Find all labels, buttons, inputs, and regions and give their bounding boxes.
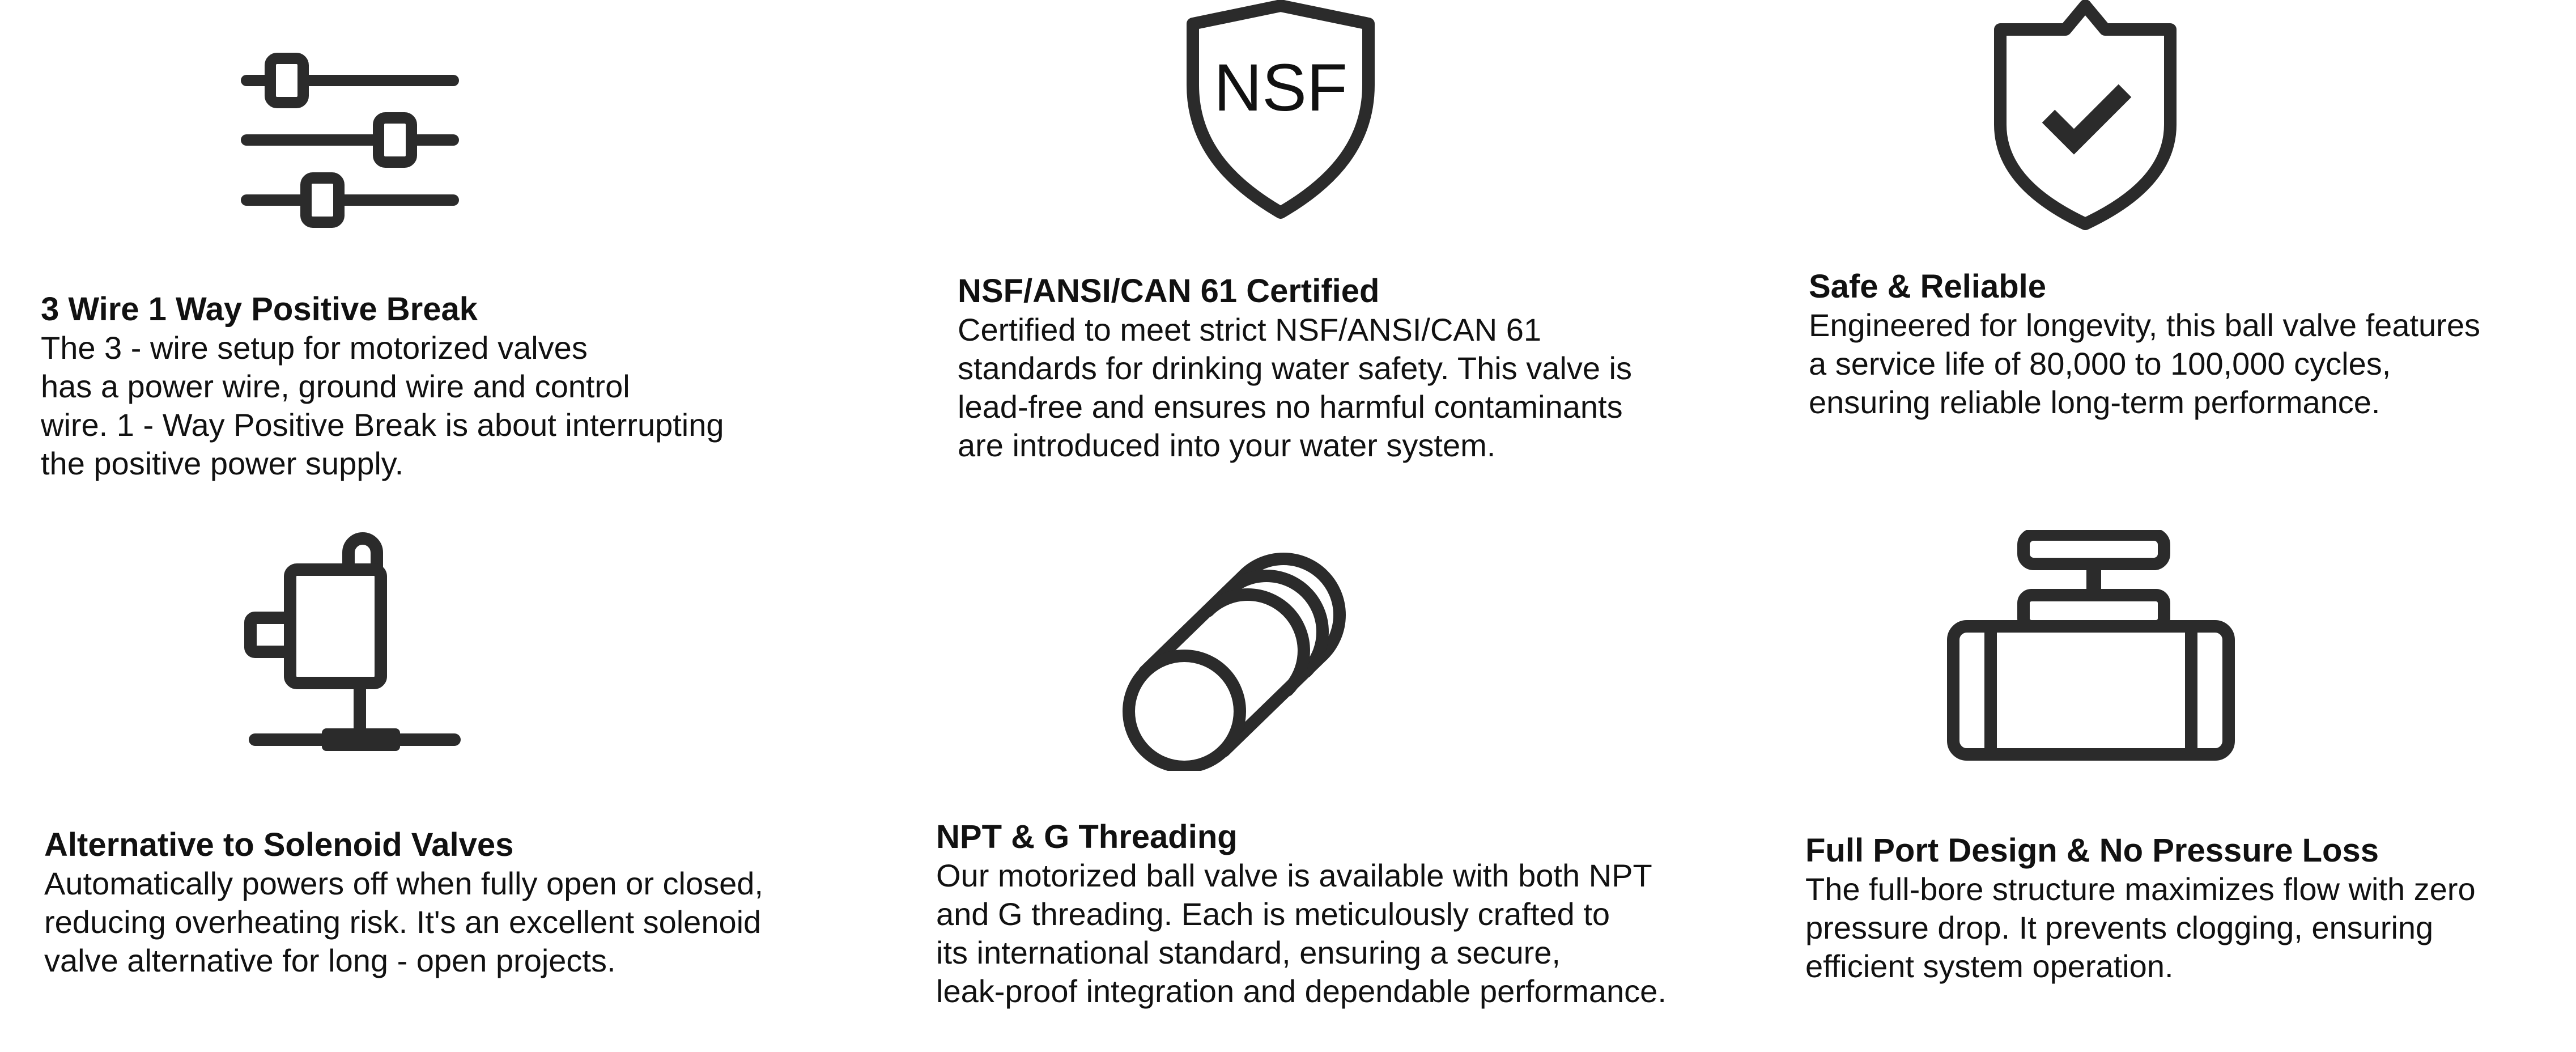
description-line: has a power wire, ground wire and control bbox=[41, 368, 630, 404]
shield-check-icon bbox=[1989, 0, 2182, 232]
description-line: the positive power supply. bbox=[41, 446, 404, 481]
sliders-icon bbox=[238, 48, 465, 235]
nsf-logo-text: NSF bbox=[1214, 50, 1347, 125]
feature-title: Full Port Design & No Pressure Loss bbox=[1805, 832, 2379, 869]
motorized-valve-icon bbox=[238, 524, 465, 762]
feature-description bbox=[1809, 306, 2480, 422]
feature-title: 3 Wire 1 Way Positive Break bbox=[41, 291, 478, 328]
feature-title: Alternative to Solenoid Valves bbox=[44, 826, 514, 863]
feature-title: NPT & G Threading bbox=[936, 818, 1238, 855]
nsf-shield-icon bbox=[1181, 0, 1380, 221]
description-line: pressure drop. It prevents clogging, ensuring bbox=[1805, 910, 2434, 945]
description-line: The 3 - wire setup for motorized valves bbox=[41, 330, 588, 366]
feature-description bbox=[958, 311, 1632, 465]
description-line: ensuring reliable long-term performance. bbox=[1809, 384, 2381, 420]
feature-description bbox=[1805, 870, 2476, 986]
description-line: leak-proof integration and dependable performance. bbox=[936, 973, 1667, 1009]
description-line: are introduced into your water system. bbox=[958, 427, 1496, 463]
feature-description bbox=[44, 864, 763, 980]
description-line: The full-bore structure maximizes flow with zero bbox=[1805, 871, 2476, 907]
feature-title: NSF/ANSI/CAN 61 Certified bbox=[958, 273, 1380, 309]
feature-description bbox=[41, 329, 724, 483]
description-line: and G threading. Each is meticulously crafted to bbox=[936, 896, 1610, 932]
description-line: standards for drinking water safety. This valve is bbox=[958, 350, 1632, 386]
description-line: Automatically powers off when fully open or closed, bbox=[44, 866, 763, 901]
description-line: Our motorized ball valve is available with both NPT bbox=[936, 858, 1652, 893]
feature-description bbox=[936, 856, 1667, 1011]
description-line: reducing overheating risk. It's an excellent solenoid bbox=[44, 904, 762, 940]
description-line: lead-free and ensures no harmful contaminants bbox=[958, 389, 1623, 425]
full-port-valve-icon bbox=[1946, 530, 2241, 768]
description-line: Engineered for longevity, this ball valve features bbox=[1809, 307, 2480, 343]
feature-title: Safe & Reliable bbox=[1809, 268, 2047, 305]
description-line: a service life of 80,000 to 100,000 cycles, bbox=[1809, 346, 2391, 381]
description-line: wire. 1 - Way Positive Break is about interrupting bbox=[41, 407, 724, 443]
thread-icon bbox=[1116, 533, 1354, 771]
description-line: valve alternative for long - open projects. bbox=[44, 943, 616, 978]
description-line: its international standard, ensuring a secure, bbox=[936, 935, 1561, 970]
description-line: efficient system operation. bbox=[1805, 948, 2174, 984]
description-line: Certified to meet strict NSF/ANSI/CAN 61 bbox=[958, 312, 1542, 347]
